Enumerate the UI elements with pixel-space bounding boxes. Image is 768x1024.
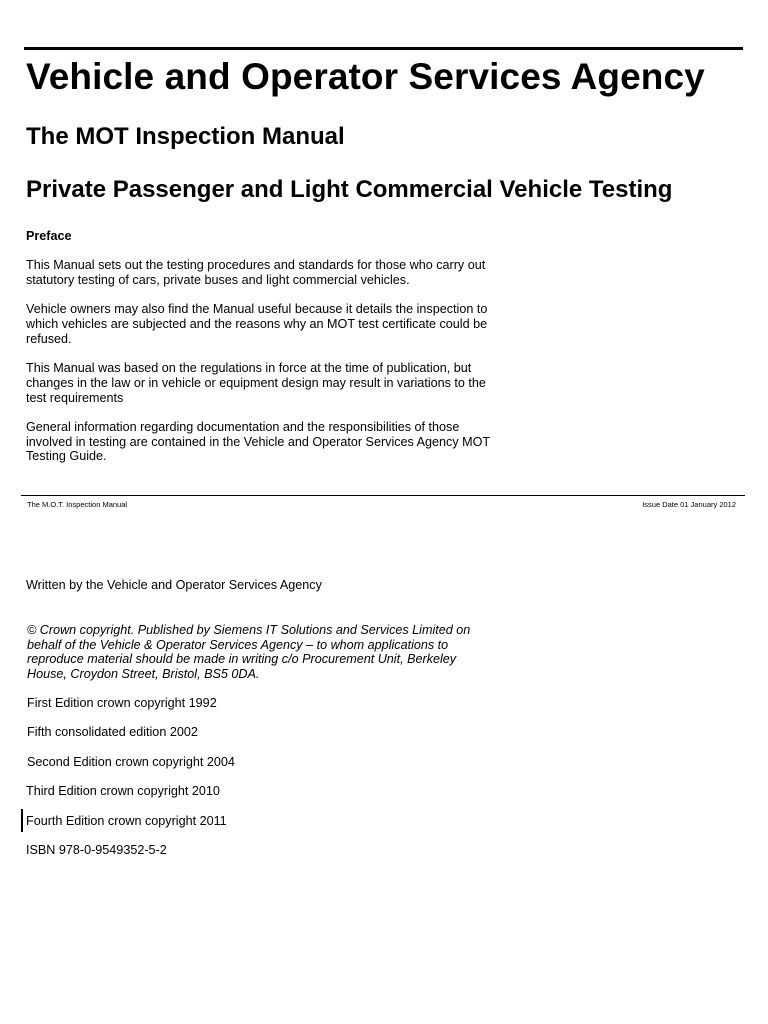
preface-paragraph: General information regarding documentation and the responsibilities of those involved in testing are contained in the Vehicle and Operator Services Agency MOT Testing Guide. <box>26 420 490 464</box>
footer-rule <box>21 495 745 496</box>
preface-paragraph: This Manual sets out the testing procedures and standards for those who carry out statutory testing of cars, private buses and light commercial vehicles. <box>26 258 486 288</box>
edition-line: Third Edition crown copyright 2010 <box>26 784 220 798</box>
top-rule <box>24 47 743 50</box>
edition-line: First Edition crown copyright 1992 <box>27 696 217 710</box>
testing-title: Private Passenger and Light Commercial Vehicle Testing <box>26 176 673 203</box>
manual-title: The MOT Inspection Manual <box>26 123 345 150</box>
preface-section <box>26 229 496 479</box>
copyright-notice: © Crown copyright. Published by Siemens IT Solutions and Services Limited on behalf of the Vehicle & Operator Services Agency – to whom applications to reproduce material should be made in writing c/o Procurement Unit, Berkeley House, Croydon Street, Bristol, BS5 0DA. <box>27 623 471 681</box>
footer-document-title: The M.O.T. Inspection Manual <box>27 500 128 509</box>
agency-title: Vehicle and Operator Services Agency <box>26 56 705 97</box>
preface-paragraph: This Manual was based on the regulations in force at the time of publication, but changes in the law or in vehicle or equipment design may result in variations to the test requirements <box>26 361 486 405</box>
revision-change-bar <box>21 809 23 832</box>
written-by-line: Written by the Vehicle and Operator Services Agency <box>26 578 322 592</box>
edition-line: Second Edition crown copyright 2004 <box>27 755 235 769</box>
edition-line: Fifth consolidated edition 2002 <box>27 725 198 739</box>
preface-paragraph: Vehicle owners may also find the Manual useful because it details the inspection to which vehicles are subjected and the reasons why an MOT test certificate could be refused. <box>26 302 488 346</box>
edition-line: Fourth Edition crown copyright 2011 <box>26 814 227 828</box>
isbn-line: ISBN 978-0-9549352-5-2 <box>26 843 167 857</box>
footer-issue-date: Issue Date 01 January 2012 <box>642 500 736 509</box>
preface-heading: Preface <box>26 229 72 243</box>
